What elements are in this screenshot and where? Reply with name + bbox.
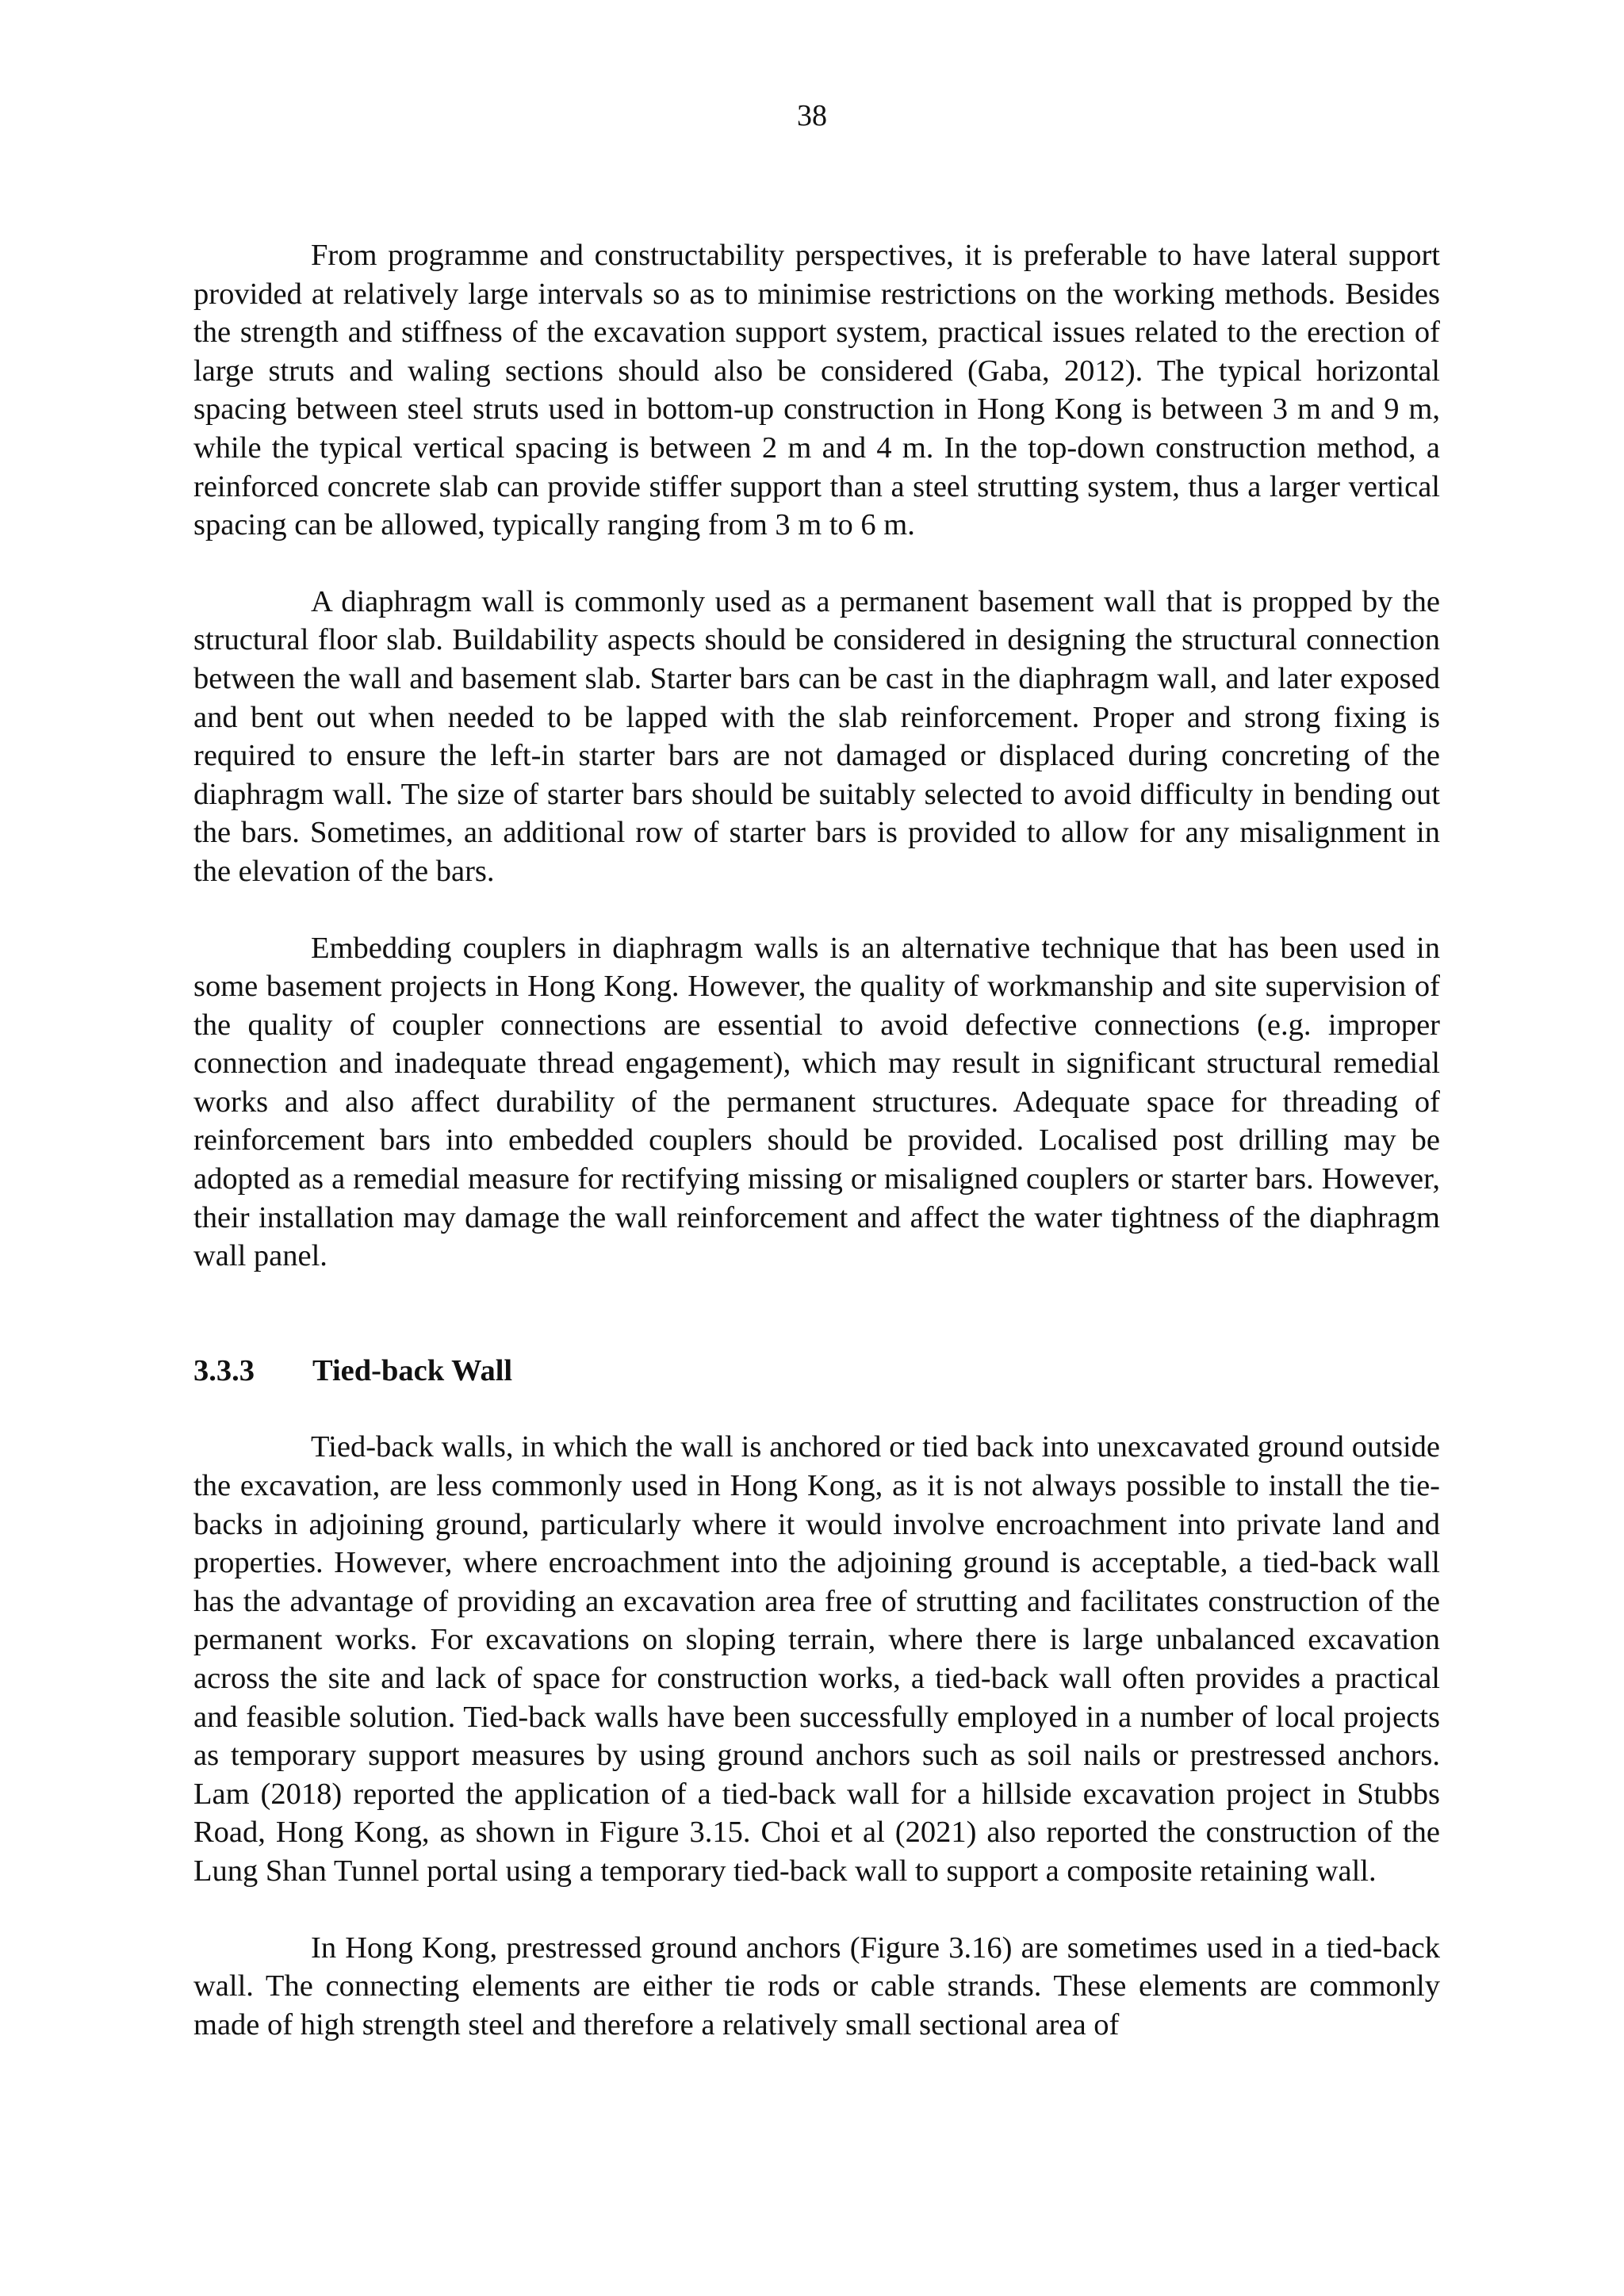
paragraph-lateral-support: From programme and constructability perspectives, it is preferable to have lateral support provided at relatively large intervals so as to minimise restrictions on the working methods. Besides the strength and stiffness of the excavation support system, practical issues related to the erection of large struts and waling sections should also be considered (Gaba, 2012). The typical horizontal spacing between steel struts used in bottom-up construction in Hong Kong is between 3 m and 9 m, while the typical vertical spacing is between 2 m and 4 m. In the top-down construction method, a reinforced concrete slab can provide stiffer support than a steel strutting system, thus a larger vertical spacing can be allowed, typically ranging from 3 m to 6 m. — [193, 239, 1440, 542]
paragraph-couplers: Embedding couplers in diaphragm walls is an alternative technique that has been used in some basement projects in Hong Kong. However, the quality of workmanship and site supervision of the quality of coupler connections are essential to avoid defective connections (e.g. improper connection and inadequate thread engagement), which may result in significant structural remedial works and also affect durability of the permanent structures. Adequate space for threading of reinforcement bars into embedded couplers should be provided. Localised post drilling may be adopted as a remedial measure for rectifying missing or misaligned couplers or starter bars. However, their installation may damage the wall reinforcement and affect the water tightness of the diaphragm wall panel. — [193, 931, 1440, 1273]
document-body — [193, 236, 1440, 2044]
paragraph-ground-anchors: In Hong Kong, prestressed ground anchors (Figure 3.16) are sometimes used in a tied-back wall. The connecting elements are either tie rods or cable strands. These elements are commonly made of high strength steel and therefore a relatively small sectional area of — [193, 1931, 1440, 2042]
paragraph-diaphragm-wall: A diaphragm wall is commonly used as a permanent basement wall that is propped by the structural floor slab. Buildability aspects should be considered in designing the structural connection between the wall and basement slab. Starter bars can be cast in the diaphragm wall, and later exposed and bent out when needed to be lapped with the slab reinforcement. Proper and strong fixing is required to ensure the left-in starter bars are not damaged or displaced during concreting of the diaphragm wall. The size of starter bars should be suitably selected to avoid difficulty in bending out the bars. Sometimes, an additional row of starter bars is provided to allow for any misalignment in the elevation of the bars. — [193, 584, 1440, 888]
section-title: Tied-back Wall — [312, 1353, 513, 1387]
section-number: 3.3.3 — [193, 1353, 255, 1387]
paragraph-tied-back-walls: Tied-back walls, in which the wall is anchored or tied back into unexcavated ground outside the excavation, are less commonly used in Hong Kong, as it is not always possible to install the tie-backs in adjoining ground, particularly where it would involve encroachment into private land and properties. However, where encroachment into the adjoining ground is acceptable, a tied-back wall has the advantage of providing an excavation area free of strutting and facilitates construction of the permanent works. For excavations on sloping terrain, where there is large unbalanced excavation across the site and lack of space for construction works, a tied-back wall often provides a practical and feasible solution. Tied-back walls have been successfully employed in a number of local projects as temporary support measures by using ground anchors such as soil nails or prestressed anchors. Lam (2018) reported the application of a tied-back wall for a hillside excavation project in Stubbs Road, Hong Kong, as shown in Figure 3.15. Choi et al (2021) also reported the construction of the Lung Shan Tunnel portal using a temporary tied-back wall to support a composite retaining wall. — [193, 1430, 1440, 1888]
section-heading — [193, 1352, 1440, 1391]
page-number: 38 — [797, 99, 827, 132]
